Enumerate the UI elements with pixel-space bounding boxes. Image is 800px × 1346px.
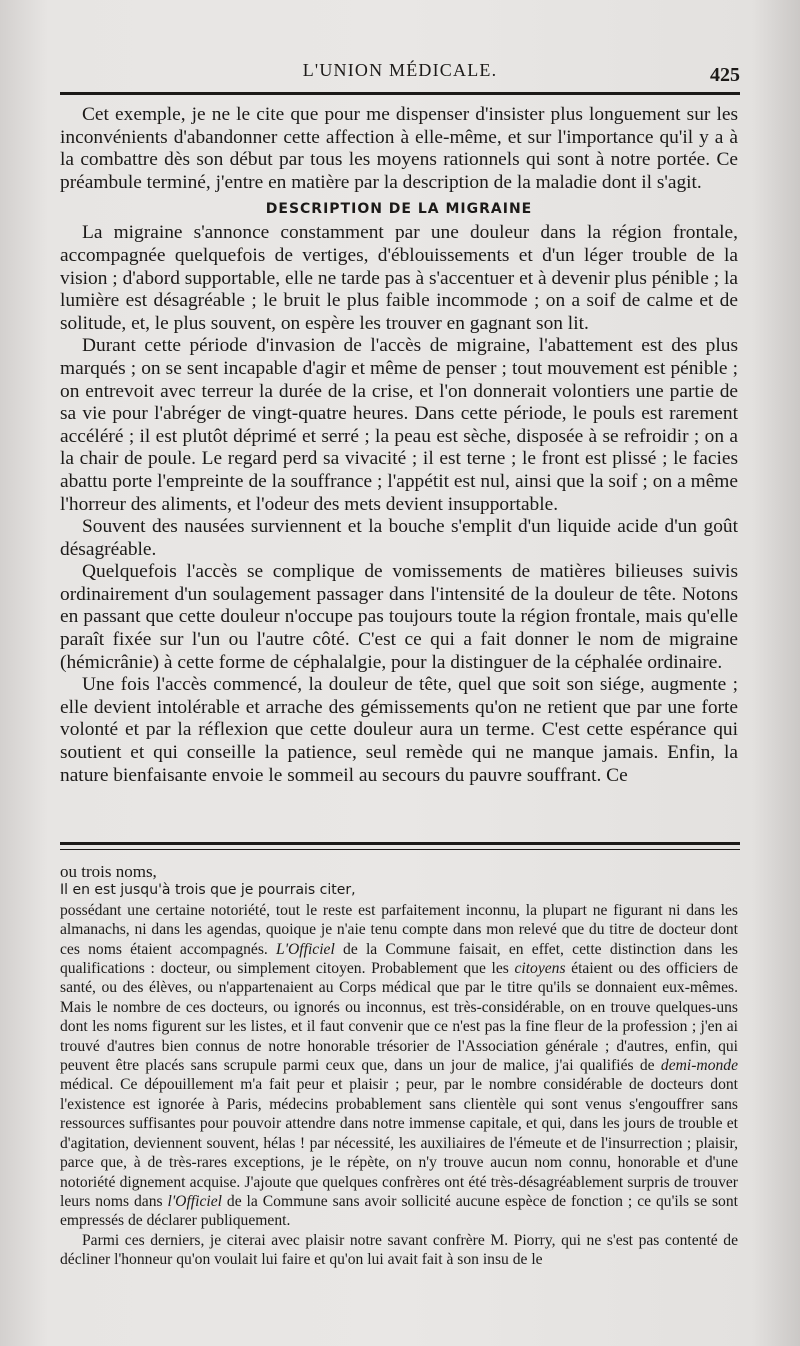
text-run: possédant une certaine notoriété, tout le reste est parfaitement inconnu, la plupart ne figurant ni dans les almanachs, ni dans les agendas, quoique je n'aie tenu compte dans mon relevé que du titre de docteur dont ces noms étaient accompagnés. [60, 901, 738, 958]
feuilleton-paragraph [60, 901, 738, 1231]
italic-text: L'Officiel [276, 940, 335, 958]
feuilleton-separator-thick [60, 842, 740, 845]
text-run: de la Commune faisait, en effet, cette distinction dans les qualifications : docteur, ou simplement citoyen. Probablement que les [60, 940, 739, 978]
feuilleton-paragraph: Parmi ces derniers, je citerai avec plaisir notre savant confrère M. Piorry, qui ne s'est pas contenté de décliner l'honneur qu'on voulait lui faire et qu'on lui avait fait à son insu de le [60, 1231, 738, 1269]
intro-paragraph: Cet exemple, je ne le cite que pour me dispenser d'insister plus longuement sur les inconvénients d'abandonner cette affection à elle-même, et sur l'importance qu'il y a à la combattre dès son début par tous les moyens rationnels qui sont à notre portée. Ce préambule terminé, j'entre en matière par la description de la maladie dont il s'agit. [60, 104, 738, 193]
feuilleton-section [60, 862, 738, 1270]
feuilleton-quote: Il en est jusqu'à trois que je pourrais citer, [60, 882, 356, 899]
article-body [60, 104, 738, 787]
header-rule [60, 92, 740, 95]
text-run: étaient ou des officiers de santé, ou des élèves, ou n'appartenaient au Corps médical que par le titre qu'ils se donnaient eux-mêmes. Mais le nombre de ces docteurs, ou ignorés ou inconnus, est très-considérable, on en trouve quelques-uns dont les noms figurent sur les listes, et il faut convenir que ce n'est pas la fine fleur de la profession ; j'en ai trouvé d'autres bien connus de notre honorable trésorier de l'Association générale ; d'autres, enfin, qui peuvent être placés sans scrupule parmi ceux que, dans un jour de malice, j'ai qualifiés de [60, 960, 738, 1075]
paragraph: Souvent des nausées surviennent et la bouche s'emplit d'un liquide acide d'un goût désagréable. [60, 516, 738, 560]
page-number: 425 [710, 64, 740, 86]
page-header [60, 58, 740, 86]
italic-text: l'Officiel [167, 1192, 222, 1210]
feuilleton-opening: ou trois noms, [60, 862, 157, 881]
italic-text: demi-monde [660, 1057, 738, 1075]
text-run: de la Commune sans avoir sollicité aucune espèce de fonction ; ce qu'ils se sont empressés de déclarer publiquement. [60, 1192, 738, 1230]
feuilleton-separator-thin [60, 849, 740, 850]
paragraph: Durant cette période d'invasion de l'accès de migraine, l'abattement est des plus marqués ; on se sent incapable d'agir et même de penser ; tout mouvement est pénible ; on entrevoit avec terreur la durée de la crise, et l'on donnerait volontiers une partie de sa vie pour l'abréger de vingt-quatre heures. Dans cette période, le pouls est rarement accéléré ; il est plutôt déprimé et serré ; la peau est sèche, disposée à se refroidir ; on a la chair de poule. Le regard perd sa vivacité ; il est terne ; le front est plissé ; le facies abattu porte l'empreinte de la souffrance ; l'appétit est nul, ainsi que la soif ; on a même l'horreur des aliments, et l'odeur des mets devient insupportable. [60, 335, 738, 515]
paragraph: La migraine s'annonce constamment par une douleur dans la région frontale, accompagnée quelquefois de vertiges, d'éblouissements et d'un léger trouble de la vision ; d'abord supportable, elle ne tarde pas à s'accentuer et à devenir plus pénible ; la lumière est désagréable ; le bruit le plus faible incommode ; on a soif de calme et de solitude, et, le plus souvent, on espère les trouver en gagnant son lit. [60, 222, 738, 334]
paragraph: Quelquefois l'accès se complique de vomissements de matières bilieuses suivis ordinairement d'un soulagement passager dans l'intensité de la douleur de tête. Notons en passant que cette douleur n'occupe pas toujours toute la région frontale, mais qu'elle paraît fixée sur l'un ou l'autre côté. C'est ce qui a fait donner le nom de migraine (hémicrânie) à cette forme de céphalalgie, pour la distinguer de la céphalée ordinaire. [60, 561, 738, 673]
text-run: médical. Ce dépouillement m'a fait peur et plaisir ; peur, par le nombre considérable de docteurs dont l'existence est ignorée à Paris, médecins probablement sans clientèle qui sont venus s'engouffrer sans ressources suffisantes pour pouvoir attendre dans notre immense capitale, et qui, dans les jours de trouble et d'agitation, deviennent souvent, hélas ! par nécessité, les auxiliaires de l'émeute et de l'insurrection ; plaisir, parce que, à de très-rares exceptions, je le répète, on n'y trouve aucun nom connu, honorable et d'une notoriété dignement acquise. J'ajoute que quelques confrères ont été très-désagréablement surpris de trouver leurs noms dans [60, 1076, 738, 1210]
section-title: DESCRIPTION DE LA MIGRAINE [265, 201, 533, 218]
running-title: L'UNION MÉDICALE. [302, 60, 498, 80]
italic-text: citoyens [514, 960, 566, 978]
paragraph: Une fois l'accès commencé, la douleur de tête, quel que soit son siége, augmente ; elle devient intolérable et arrache des gémissements qu'on ne retient que par une forte volonté et par la réflexion que cette douleur aura un terme. C'est cette espérance qui soutient et qui conseille la patience, seul remède qui ne manque jamais. Enfin, la nature bienfaisante envoie le sommeil au secours du pauvre souffrant. Ce [60, 674, 738, 786]
